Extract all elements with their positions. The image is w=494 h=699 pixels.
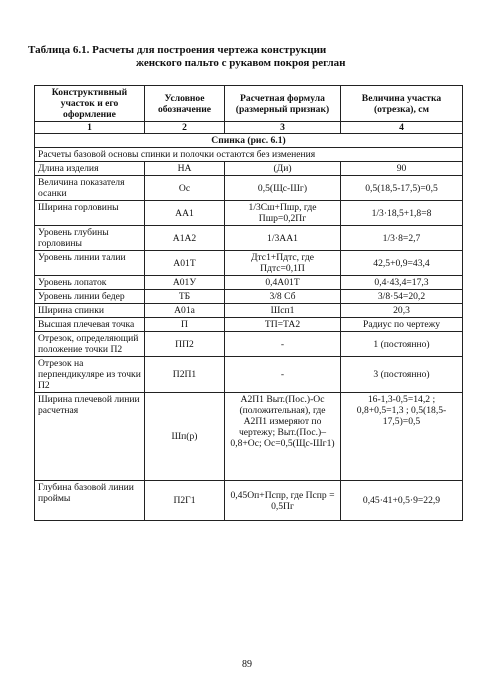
row-symbol: А1А2: [145, 226, 225, 251]
table-row: [35, 162, 463, 176]
table-row: [35, 176, 463, 201]
row-name: Глубина базовой линии проймы: [35, 481, 145, 521]
table-row: [35, 357, 463, 393]
row-name: Уровень лопаток: [35, 276, 145, 290]
row-formula: -: [225, 332, 341, 357]
title-line-1: Таблица 6.1. Расчеты для построения чертежа конструкции: [28, 44, 327, 56]
row-formula: 0,5(Щс-Шг): [225, 176, 341, 201]
note-row: [35, 148, 463, 162]
table-header-row: [35, 86, 463, 122]
row-formula: Дтс1+Пдтс, где Пдтс=0,1П: [225, 251, 341, 276]
row-name: Ширина горловины: [35, 201, 145, 226]
header-cell: Расчетная формула (размерный признак): [225, 86, 341, 122]
row-symbol: Ос: [145, 176, 225, 201]
table-row: [35, 332, 463, 357]
header-cell: Конструктивный участок и его оформление: [35, 86, 145, 122]
row-formula: 0,4А01Т: [225, 276, 341, 290]
row-symbol: А01а: [145, 304, 225, 318]
row-symbol: А01У: [145, 276, 225, 290]
row-symbol: Шп(р): [145, 393, 225, 481]
row-value: 20,3: [341, 304, 463, 318]
row-value: 1/3·8=2,7: [341, 226, 463, 251]
column-number: 4: [341, 122, 463, 134]
page-number: 89: [242, 659, 252, 670]
row-symbol: А01Т: [145, 251, 225, 276]
row-name: Длина изделия: [35, 162, 145, 176]
table-row: [35, 226, 463, 251]
column-number: 1: [35, 122, 145, 134]
row-name: Отрезок на перпендикуляре из точки П2: [35, 357, 145, 393]
table-row: [35, 481, 463, 521]
column-number: 2: [145, 122, 225, 134]
row-formula: А2П1 Выт.(Пос.)-Ос (положительная), где А2П1 измеряют по чертежу; Выт.(Пос.)–0,8+Ос; Ос=0,5(Щс-Шг1): [225, 393, 341, 481]
column-number-row: [35, 122, 463, 134]
row-value: 1/3·18,5+1,8=8: [341, 201, 463, 226]
header-cell: Условное обозначение: [145, 86, 225, 122]
table-row: [35, 304, 463, 318]
table-row: [35, 201, 463, 226]
column-number: 3: [225, 122, 341, 134]
row-formula: 0,45Оп+Пспр, где Пспр = 0,5Пг: [225, 481, 341, 521]
row-name: Отрезок, определяющий положение точки П2: [35, 332, 145, 357]
title-line-2: женского пальто с рукавом покроя реглан: [136, 57, 346, 69]
row-symbol: П: [145, 318, 225, 332]
row-value: Радиус по чертежу: [341, 318, 463, 332]
row-value: 3/8·54=20,2: [341, 290, 463, 304]
row-name: Уровень линии бедер: [35, 290, 145, 304]
table-row: [35, 393, 463, 481]
row-value: 1 (постоянно): [341, 332, 463, 357]
table-row: [35, 276, 463, 290]
row-formula: Шсп1: [225, 304, 341, 318]
row-name: Величина показателя осанки: [35, 176, 145, 201]
row-formula: 3/8 Сб: [225, 290, 341, 304]
row-symbol: НА: [145, 162, 225, 176]
table-row: [35, 251, 463, 276]
row-name: Ширина спинки: [35, 304, 145, 318]
row-value: 0,5(18,5-17,5)=0,5: [341, 176, 463, 201]
row-symbol: ПП2: [145, 332, 225, 357]
row-name: Уровень глубины горловины: [35, 226, 145, 251]
row-value: 3 (постоянно): [341, 357, 463, 393]
row-name: Высшая плечевая точка: [35, 318, 145, 332]
row-formula: 1/3АА1: [225, 226, 341, 251]
row-value: 42,5+0,9=43,4: [341, 251, 463, 276]
section-row: [35, 134, 463, 148]
row-symbol: АА1: [145, 201, 225, 226]
header-cell: Величина участка (отрезка), см: [341, 86, 463, 122]
note-text: Расчеты базовой основы спинки и полочки остаются без изменения: [35, 148, 463, 162]
row-value: 0,45·41+0,5·9=22,9: [341, 481, 463, 521]
row-formula: 1/3Сш+Пшр, где Пшр=0,2Пг: [225, 201, 341, 226]
row-name: Ширина плечевой линии расчетная: [35, 393, 145, 481]
table-row: [35, 290, 463, 304]
row-name: Уровень линии талии: [35, 251, 145, 276]
table-row: [35, 318, 463, 332]
row-formula: -: [225, 357, 341, 393]
section-title: Спинка (рис. 6.1): [35, 134, 463, 148]
row-value: 0,4·43,4=17,3: [341, 276, 463, 290]
row-symbol: П2П1: [145, 357, 225, 393]
table-title: [28, 44, 468, 70]
row-value: 16-1,3-0,5=14,2 ; 0,8+0,5=1,3 ; 0,5(18,5-17,5)=0,5: [341, 393, 463, 481]
row-formula: ТП=ТА2: [225, 318, 341, 332]
row-symbol: ТБ: [145, 290, 225, 304]
row-value: 90: [341, 162, 463, 176]
calculation-table: [34, 85, 463, 521]
row-symbol: П2Г1: [145, 481, 225, 521]
row-formula: (Ди): [225, 162, 341, 176]
